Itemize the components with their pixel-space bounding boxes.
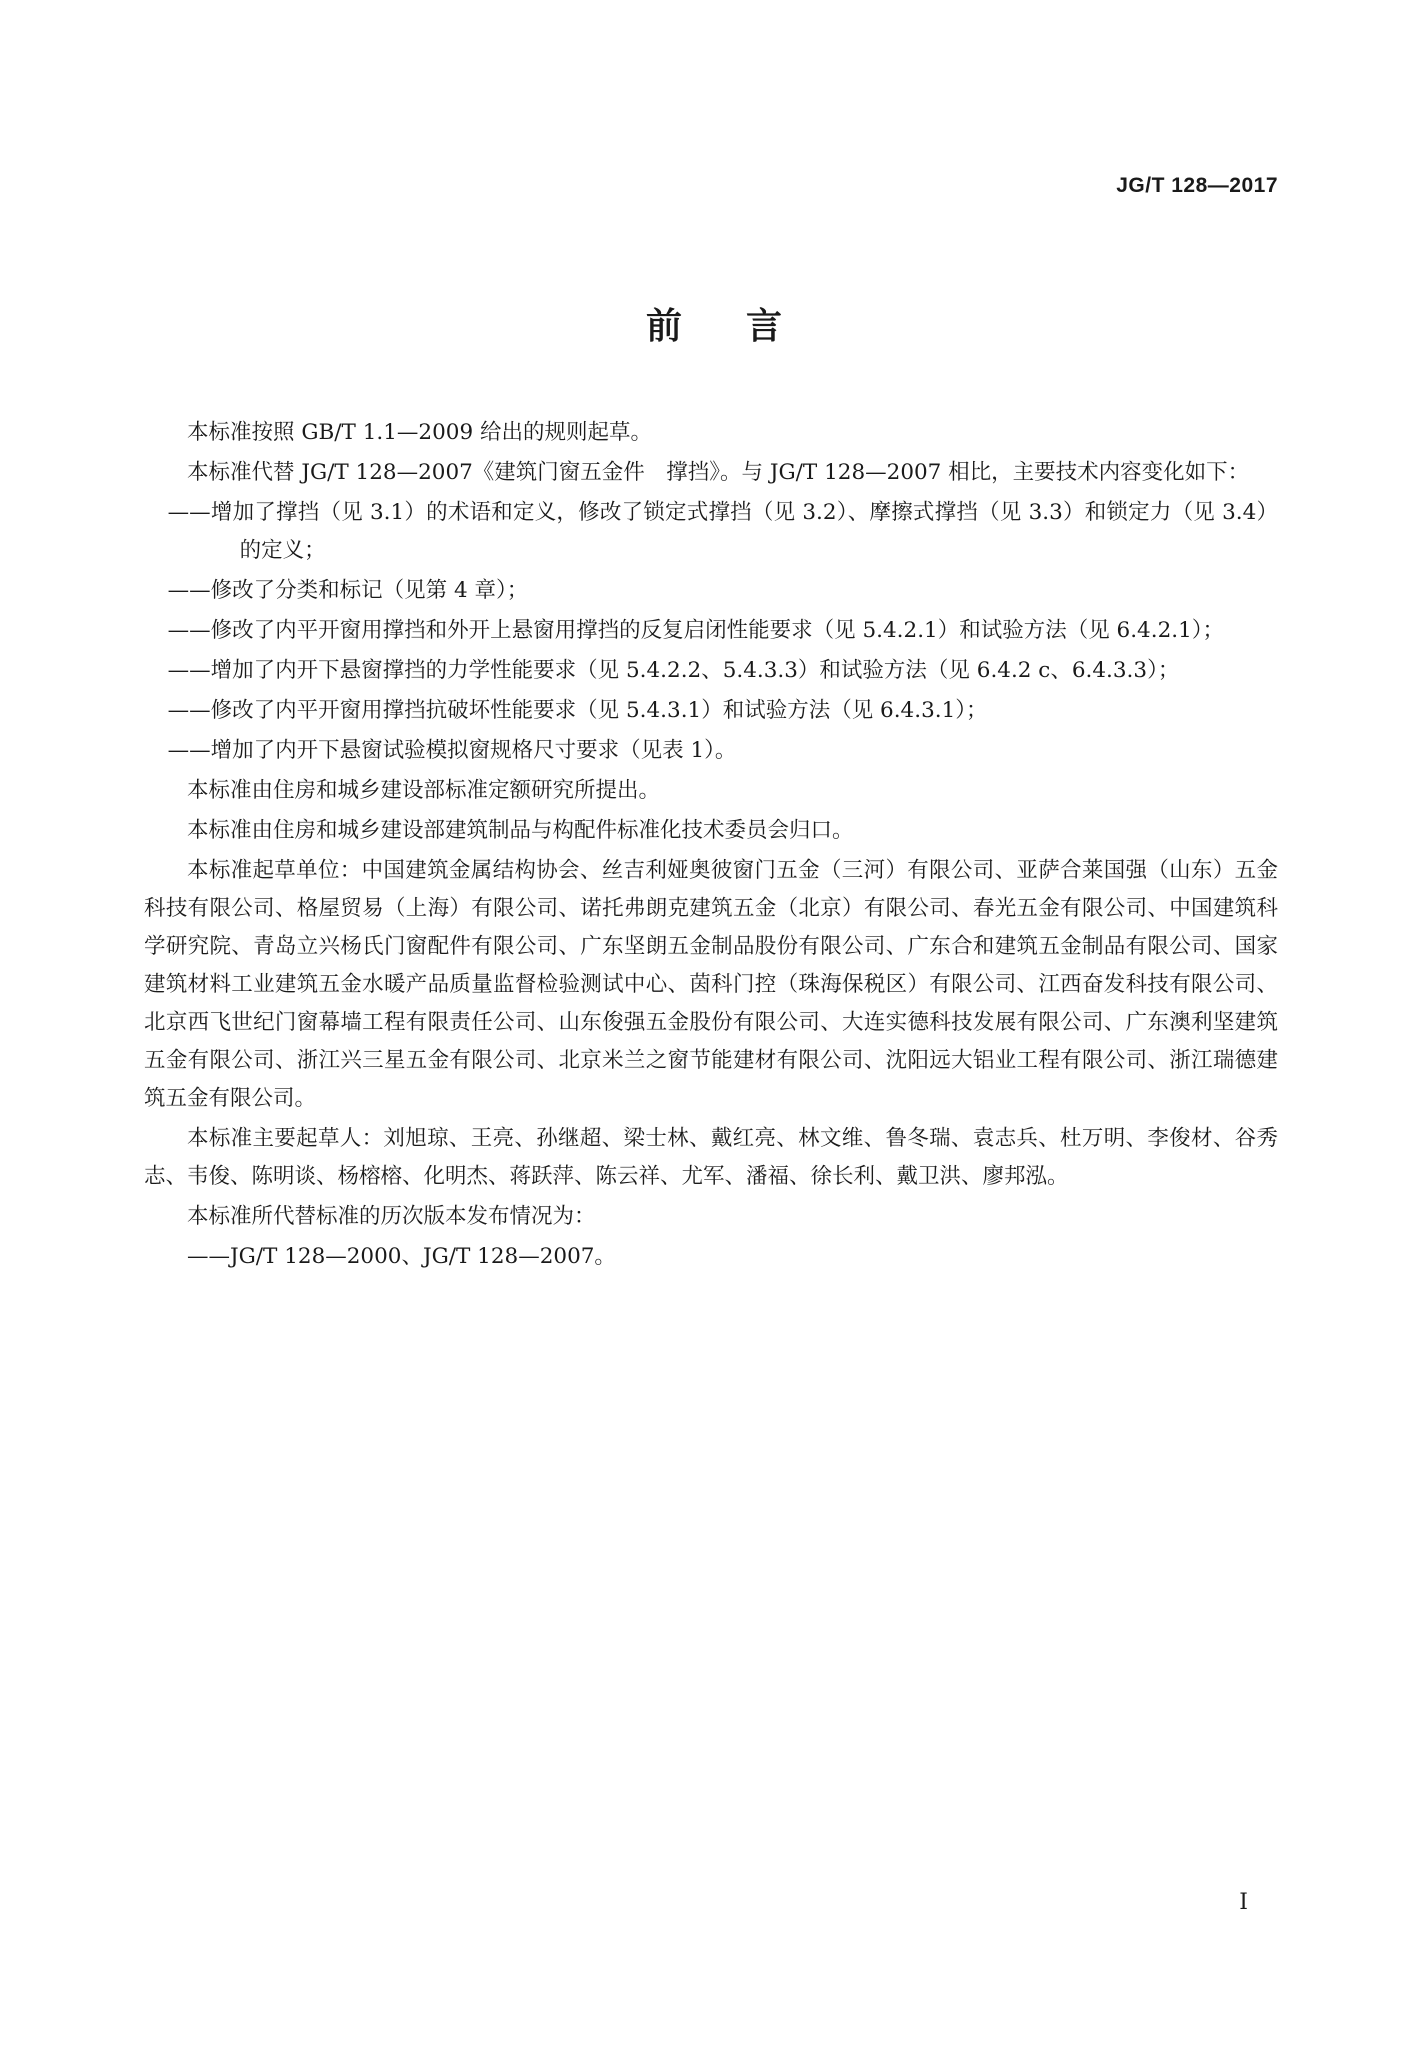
paragraph-history-list: ——JG/T 128—2000、JG/T 128—2007。 [187, 1244, 616, 1269]
standard-code: JG/T 128—2017 [1116, 174, 1278, 197]
foreword-body [144, 414, 1278, 1278]
page-title: 前言 [645, 306, 846, 347]
paragraph-replacement: 本标准代替 JG/T 128—2007《建筑门窗五金件 撑挡》。与 JG/T 128—2007 相比，主要技术内容变化如下： [187, 460, 1250, 485]
paragraph-history-intro: 本标准所代替标准的历次版本发布情况为： [187, 1204, 596, 1229]
paragraph-drafters: 本标准主要起草人：刘旭琼、王亮、孙继超、梁士林、戴红亮、林文维、鲁冬瑞、袁志兵、杜万明、李俊材、谷秀志、韦俊、陈明谈、杨榕榕、化明杰、蒋跃萍、陈云祥、尤军、潘福、徐长利、戴卫洪、廖邦泓。 [144, 1126, 1278, 1189]
change-item: ——修改了内平开窗用撑挡抗破坏性能要求（见 5.4.3.1）和试验方法（见 6.4.3.1）； [167, 698, 988, 723]
paragraph-proposer: 本标准由住房和城乡建设部标准定额研究所提出。 [187, 778, 661, 803]
paragraph-drafting-units: 本标准起草单位：中国建筑金属结构协会、丝吉利娅奥彼窗门五金（三河）有限公司、亚萨合莱国强（山东）五金科技有限公司、格屋贸易（上海）有限公司、诺托弗朗克建筑五金（北京）有限公司、春光五金有限公司、中国建筑科学研究院、青岛立兴杨氏门窗配件有限公司、广东坚朗五金制品股份有限公司、广东合和建筑五金制品有限公司、国家建筑材料工业建筑五金水暖产品质量监督检验测试中心、茵科门控（珠海保税区）有限公司、江西奋发科技有限公司、北京西飞世纪门窗幕墙工程有限责任公司、山东俊强五金股份有限公司、大连实德科技发展有限公司、广东澳利坚建筑五金有限公司、浙江兴三星五金有限公司、北京米兰之窗节能建材有限公司、沈阳远大铝业工程有限公司、浙江瑞德建筑五金有限公司。 [144, 858, 1278, 1111]
change-item: ——增加了内开下悬窗撑挡的力学性能要求（见 5.4.2.2、5.4.3.3）和试验方法（见 6.4.2 c、6.4.3.3）； [167, 658, 1180, 683]
paragraph-drafting-rules: 本标准按照 GB/T 1.1—2009 给出的规则起草。 [187, 420, 652, 445]
change-item: ——增加了撑挡（见 3.1）的术语和定义，修改了锁定式撑挡（见 3.2）、摩擦式撑挡（见 3.3）和锁定力（见 3.4）的定义； [167, 500, 1278, 563]
change-item: ——修改了内平开窗用撑挡和外开上悬窗用撑挡的反复启闭性能要求（见 5.4.2.1）和试验方法（见 6.4.2.1）； [167, 618, 1225, 643]
change-item: ——修改了分类和标记（见第 4 章）； [167, 578, 529, 603]
paragraph-committee: 本标准由住房和城乡建设部建筑制品与构配件标准化技术委员会归口。 [187, 818, 854, 843]
page-number: I [1239, 1890, 1248, 1915]
change-item: ——增加了内开下悬窗试验模拟窗规格尺寸要求（见表 1）。 [167, 738, 737, 763]
